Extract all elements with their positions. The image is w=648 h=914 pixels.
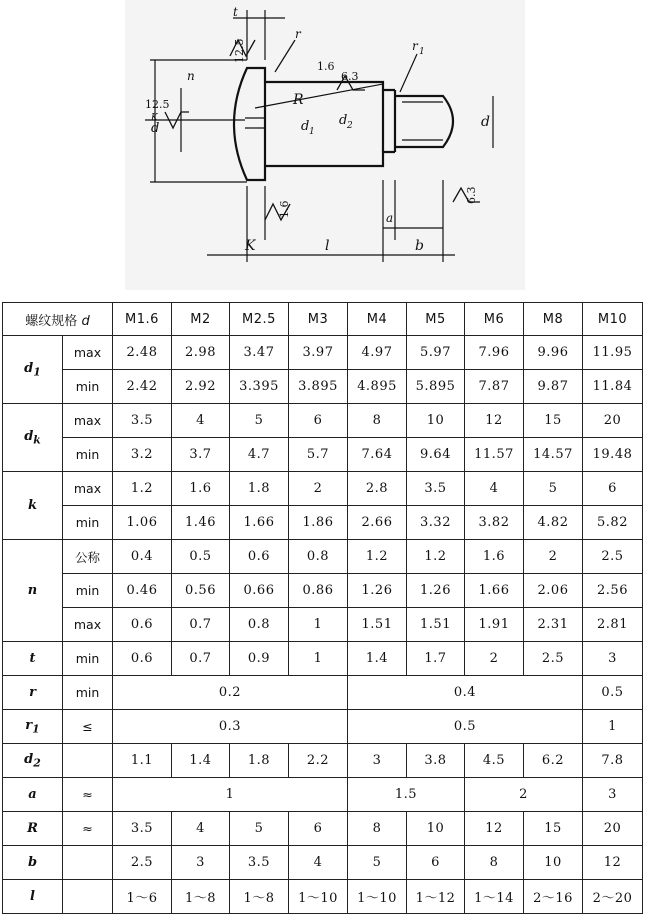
table-cell-merged: 0.5 bbox=[348, 710, 583, 744]
table-cell: 19.48 bbox=[583, 438, 643, 472]
table-cell: 2.98 bbox=[172, 336, 230, 370]
table-cell: 2.31 bbox=[524, 608, 583, 642]
label-t: t bbox=[233, 5, 238, 19]
table-cell: 3.47 bbox=[230, 336, 289, 370]
table-row bbox=[3, 506, 643, 540]
table-row bbox=[3, 642, 643, 676]
spec-table-body bbox=[3, 303, 643, 914]
label-l: l bbox=[325, 238, 330, 254]
table-cell: 20 bbox=[583, 404, 643, 438]
row-label-symbol: R bbox=[27, 821, 38, 836]
table-cell: 5 bbox=[524, 472, 583, 506]
label-b: b bbox=[415, 238, 424, 254]
table-cell: 3.32 bbox=[407, 506, 465, 540]
table-cell: 1.7 bbox=[407, 642, 465, 676]
spec-table bbox=[2, 302, 643, 914]
header-size: M5 bbox=[407, 303, 465, 336]
header-label-text: 螺纹规格 bbox=[25, 313, 82, 329]
table-row bbox=[3, 472, 643, 506]
table-cell: 1.4 bbox=[348, 642, 407, 676]
row-condition: min bbox=[63, 370, 113, 404]
table-cell: 12 bbox=[465, 404, 524, 438]
row-condition: max bbox=[63, 404, 113, 438]
table-cell: 5 bbox=[348, 846, 407, 880]
table-cell: 1.6 bbox=[172, 472, 230, 506]
row-condition: max bbox=[63, 608, 113, 642]
table-cell: 0.46 bbox=[113, 574, 172, 608]
table-cell: 3.395 bbox=[230, 370, 289, 404]
table-row bbox=[3, 336, 643, 370]
table-cell: 2.81 bbox=[583, 608, 643, 642]
label-d1-sub: 1 bbox=[309, 127, 315, 137]
header-size: M2 bbox=[172, 303, 230, 336]
table-cell: 11.95 bbox=[583, 336, 643, 370]
row-label bbox=[3, 778, 63, 812]
row-condition: min bbox=[63, 506, 113, 540]
row-label-symbol: n bbox=[27, 583, 38, 598]
label-d1: d bbox=[301, 119, 310, 134]
header-size: M1.6 bbox=[113, 303, 172, 336]
table-cell: 3.2 bbox=[113, 438, 172, 472]
table-cell: 9.64 bbox=[407, 438, 465, 472]
label-dk-sub: K bbox=[151, 113, 158, 123]
table-cell: 1～8 bbox=[172, 880, 230, 914]
table-cell: 3 bbox=[348, 744, 407, 778]
table-cell: 7.8 bbox=[583, 744, 643, 778]
table-cell: 1.51 bbox=[407, 608, 465, 642]
table-row bbox=[3, 574, 643, 608]
table-cell: 2.5 bbox=[113, 846, 172, 880]
table-cell-merged: 0.5 bbox=[583, 676, 643, 710]
technical-drawing bbox=[125, 0, 525, 290]
row-label bbox=[3, 472, 63, 540]
row-condition: 公称 bbox=[63, 540, 113, 574]
table-cell: 0.7 bbox=[172, 608, 230, 642]
row-label bbox=[3, 676, 63, 710]
table-cell: 1.1 bbox=[113, 744, 172, 778]
shoulder-outline bbox=[265, 82, 395, 166]
row-label-symbol: d bbox=[24, 360, 34, 376]
table-cell: 10 bbox=[407, 812, 465, 846]
row-label-symbol: l bbox=[30, 889, 35, 904]
table-cell: 2.5 bbox=[524, 642, 583, 676]
header-size: M2.5 bbox=[230, 303, 289, 336]
row-label-subscript: 1 bbox=[32, 722, 40, 736]
label-roughness-top: 12.5 bbox=[233, 38, 246, 63]
table-cell: 0.56 bbox=[172, 574, 230, 608]
table-cell: 14.57 bbox=[524, 438, 583, 472]
table-cell: 2 bbox=[465, 642, 524, 676]
table-cell: 1.4 bbox=[172, 744, 230, 778]
table-cell: 1～12 bbox=[407, 880, 465, 914]
table-row bbox=[3, 812, 643, 846]
label-r1: r bbox=[412, 39, 418, 53]
label-roughness-16-top: 1.6 bbox=[317, 60, 335, 73]
label-r1-sub: 1 bbox=[419, 47, 425, 57]
table-cell: 0.6 bbox=[230, 540, 289, 574]
label-n: n bbox=[187, 69, 195, 83]
label-roughness-63-bottom: 6.3 bbox=[465, 186, 478, 204]
table-cell: 0.9 bbox=[230, 642, 289, 676]
table-row bbox=[3, 540, 643, 574]
table-cell: 3.5 bbox=[113, 404, 172, 438]
table-cell-merged: 0.3 bbox=[113, 710, 348, 744]
table-cell-merged: 1 bbox=[113, 778, 348, 812]
table-cell: 2.5 bbox=[583, 540, 643, 574]
table-cell: 5.895 bbox=[407, 370, 465, 404]
row-condition: ≤ bbox=[63, 710, 113, 744]
row-condition bbox=[63, 880, 113, 914]
table-cell: 15 bbox=[524, 812, 583, 846]
row-label bbox=[3, 812, 63, 846]
table-cell: 3 bbox=[172, 846, 230, 880]
row-label-symbol: t bbox=[29, 651, 36, 666]
row-condition bbox=[63, 846, 113, 880]
table-cell: 8 bbox=[348, 812, 407, 846]
table-cell: 3.895 bbox=[289, 370, 348, 404]
table-cell: 1.6 bbox=[465, 540, 524, 574]
header-size: M8 bbox=[524, 303, 583, 336]
table-cell: 3.5 bbox=[407, 472, 465, 506]
table-cell: 5.7 bbox=[289, 438, 348, 472]
table-row bbox=[3, 438, 643, 472]
table-cell: 0.86 bbox=[289, 574, 348, 608]
table-cell: 12 bbox=[583, 846, 643, 880]
label-K: K bbox=[245, 238, 256, 254]
table-cell: 6 bbox=[289, 404, 348, 438]
table-cell: 7.96 bbox=[465, 336, 524, 370]
table-cell: 0.8 bbox=[230, 608, 289, 642]
table-cell: 8 bbox=[465, 846, 524, 880]
table-cell: 2～16 bbox=[524, 880, 583, 914]
table-cell: 5 bbox=[230, 812, 289, 846]
row-label bbox=[3, 710, 63, 744]
table-cell: 2.48 bbox=[113, 336, 172, 370]
table-cell: 3.82 bbox=[465, 506, 524, 540]
row-condition: ≈ bbox=[63, 778, 113, 812]
table-cell: 4 bbox=[465, 472, 524, 506]
table-cell: 8 bbox=[348, 404, 407, 438]
table-cell: 3.5 bbox=[230, 846, 289, 880]
table-cell: 0.8 bbox=[289, 540, 348, 574]
table-cell: 1.86 bbox=[289, 506, 348, 540]
row-label bbox=[3, 846, 63, 880]
table-cell: 1.91 bbox=[465, 608, 524, 642]
label-roughness-16-bottom: 1.6 bbox=[278, 200, 291, 218]
table-cell-merged: 0.2 bbox=[113, 676, 348, 710]
table-cell: 6 bbox=[407, 846, 465, 880]
label-r: r bbox=[295, 27, 301, 41]
table-cell: 0.4 bbox=[113, 540, 172, 574]
table-cell: 0.66 bbox=[230, 574, 289, 608]
table-cell: 2～20 bbox=[583, 880, 643, 914]
table-cell: 0.6 bbox=[113, 642, 172, 676]
table-cell: 4 bbox=[172, 404, 230, 438]
row-label-subscript: 2 bbox=[33, 756, 41, 770]
table-cell: 3.97 bbox=[289, 336, 348, 370]
table-cell: 2 bbox=[289, 472, 348, 506]
label-R: R bbox=[293, 92, 304, 108]
table-cell: 1～10 bbox=[289, 880, 348, 914]
label-roughness-left: 12.5 bbox=[145, 98, 170, 111]
table-cell: 1～6 bbox=[113, 880, 172, 914]
table-cell: 2 bbox=[524, 540, 583, 574]
row-condition: min bbox=[63, 438, 113, 472]
table-cell-merged: 1.5 bbox=[348, 778, 465, 812]
table-cell: 7.87 bbox=[465, 370, 524, 404]
row-label-symbol: d bbox=[24, 751, 34, 767]
table-cell-merged: 2 bbox=[465, 778, 583, 812]
table-cell: 2.66 bbox=[348, 506, 407, 540]
header-label-var: d bbox=[81, 313, 90, 329]
table-cell: 10 bbox=[407, 404, 465, 438]
table-cell: 10 bbox=[524, 846, 583, 880]
table-cell: 1.2 bbox=[407, 540, 465, 574]
table-row bbox=[3, 370, 643, 404]
table-cell: 5.82 bbox=[583, 506, 643, 540]
row-label-symbol: b bbox=[27, 855, 38, 870]
table-cell: 5.97 bbox=[407, 336, 465, 370]
table-row bbox=[3, 880, 643, 914]
table-cell: 2.06 bbox=[524, 574, 583, 608]
table-cell: 4.7 bbox=[230, 438, 289, 472]
table-cell: 3.7 bbox=[172, 438, 230, 472]
table-cell: 1.06 bbox=[113, 506, 172, 540]
table-cell: 1 bbox=[289, 608, 348, 642]
label-a: a bbox=[386, 211, 394, 225]
thread-outline bbox=[383, 90, 453, 152]
table-cell-merged: 3 bbox=[583, 778, 643, 812]
table-cell: 5 bbox=[230, 404, 289, 438]
row-condition: max bbox=[63, 472, 113, 506]
label-d2-sub: 2 bbox=[347, 121, 353, 131]
table-cell: 1～8 bbox=[230, 880, 289, 914]
row-condition: min bbox=[63, 642, 113, 676]
table-cell: 0.6 bbox=[113, 608, 172, 642]
table-row bbox=[3, 608, 643, 642]
table-row bbox=[3, 846, 643, 880]
row-label-symbol: a bbox=[28, 787, 37, 802]
table-row bbox=[3, 710, 643, 744]
shoulder-screw-drawing bbox=[125, 0, 525, 290]
table-cell-merged: 1 bbox=[583, 710, 643, 744]
table-cell: 1～14 bbox=[465, 880, 524, 914]
table-row bbox=[3, 744, 643, 778]
table-cell: 15 bbox=[524, 404, 583, 438]
row-condition: ≈ bbox=[63, 812, 113, 846]
table-cell: 1.2 bbox=[348, 540, 407, 574]
table-cell: 9.87 bbox=[524, 370, 583, 404]
table-cell: 2.2 bbox=[289, 744, 348, 778]
table-cell: 1.8 bbox=[230, 472, 289, 506]
label-dk: d bbox=[151, 121, 160, 136]
header-size: M3 bbox=[289, 303, 348, 336]
row-label-subscript: 1 bbox=[33, 365, 41, 379]
row-condition bbox=[63, 744, 113, 778]
table-cell: 0.5 bbox=[172, 540, 230, 574]
table-cell: 1～10 bbox=[348, 880, 407, 914]
table-cell: 4.97 bbox=[348, 336, 407, 370]
table-cell: 4 bbox=[289, 846, 348, 880]
table-cell: 1.8 bbox=[230, 744, 289, 778]
row-label bbox=[3, 540, 63, 642]
table-row bbox=[3, 676, 643, 710]
label-roughness-63-top: 6.3 bbox=[341, 70, 359, 83]
table-cell: 2.42 bbox=[113, 370, 172, 404]
table-cell: 3.8 bbox=[407, 744, 465, 778]
header-row bbox=[3, 303, 643, 336]
table-cell: 20 bbox=[583, 812, 643, 846]
table-cell: 7.64 bbox=[348, 438, 407, 472]
table-cell: 3 bbox=[583, 642, 643, 676]
label-d: d bbox=[481, 114, 490, 130]
table-cell: 1.2 bbox=[113, 472, 172, 506]
table-row bbox=[3, 404, 643, 438]
table-cell: 4.82 bbox=[524, 506, 583, 540]
row-label-symbol: k bbox=[27, 498, 37, 513]
table-cell: 6.2 bbox=[524, 744, 583, 778]
table-cell: 11.84 bbox=[583, 370, 643, 404]
row-label bbox=[3, 336, 63, 404]
table-row bbox=[3, 778, 643, 812]
row-label bbox=[3, 404, 63, 472]
row-condition: min bbox=[63, 574, 113, 608]
table-cell: 11.57 bbox=[465, 438, 524, 472]
row-label-symbol: r bbox=[29, 685, 36, 700]
row-label bbox=[3, 880, 63, 914]
row-label-symbol: r bbox=[25, 717, 33, 733]
table-cell: 3.5 bbox=[113, 812, 172, 846]
table-cell: 2.56 bbox=[583, 574, 643, 608]
table-cell: 2.8 bbox=[348, 472, 407, 506]
table-cell-merged: 0.4 bbox=[348, 676, 583, 710]
table-cell: 1.66 bbox=[465, 574, 524, 608]
table-cell: 4.895 bbox=[348, 370, 407, 404]
row-label-subscript: k bbox=[33, 433, 41, 447]
header-size: M6 bbox=[465, 303, 524, 336]
table-cell: 6 bbox=[289, 812, 348, 846]
table-cell: 0.7 bbox=[172, 642, 230, 676]
row-label-symbol: d bbox=[24, 428, 34, 444]
header-size: M4 bbox=[348, 303, 407, 336]
table-cell: 1.66 bbox=[230, 506, 289, 540]
table-cell: 12 bbox=[465, 812, 524, 846]
table-cell: 1 bbox=[289, 642, 348, 676]
table-cell: 1.46 bbox=[172, 506, 230, 540]
row-label bbox=[3, 744, 63, 778]
table-cell: 4 bbox=[172, 812, 230, 846]
header-label bbox=[3, 303, 113, 336]
row-condition: min bbox=[63, 676, 113, 710]
label-d2: d bbox=[339, 113, 348, 128]
screw-head-outline bbox=[234, 68, 265, 180]
table-cell: 9.96 bbox=[524, 336, 583, 370]
row-condition: max bbox=[63, 336, 113, 370]
table-cell: 4.5 bbox=[465, 744, 524, 778]
table-cell: 1.26 bbox=[348, 574, 407, 608]
table-cell: 2.92 bbox=[172, 370, 230, 404]
table-cell: 1.26 bbox=[407, 574, 465, 608]
header-size: M10 bbox=[583, 303, 643, 336]
row-label bbox=[3, 642, 63, 676]
table-cell: 6 bbox=[583, 472, 643, 506]
table-cell: 1.51 bbox=[348, 608, 407, 642]
